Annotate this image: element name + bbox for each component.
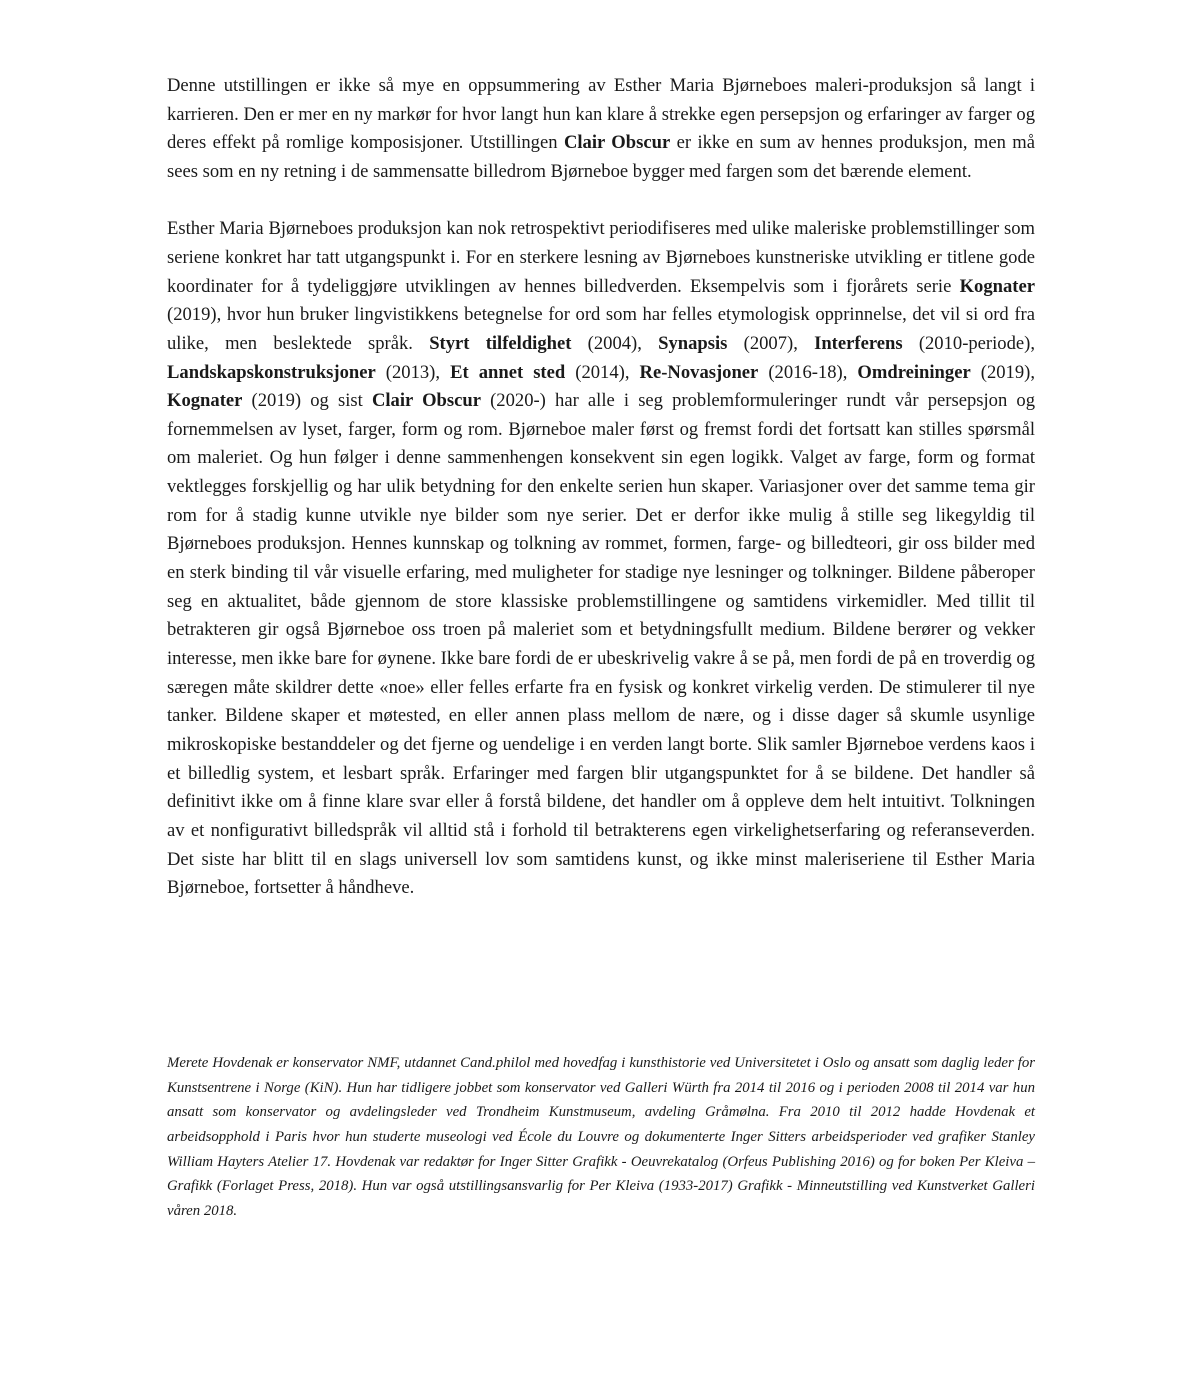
series-title: Omdreininger [857, 361, 971, 383]
paragraph-intro [167, 72, 1035, 187]
text-run: Esther Maria Bjørneboes produksjon kan nok retrospektivt periodifiseres med ulike maleriske problemstillinger som seriene konkret har tatt utgangspunkt i. For en sterkere lesning av Bjørneboes kunstneriske utvikling er titlene gode koordinater for å tydeliggjøre utviklingen av hennes billedverden. Eksempelvis som i fjorårets serie [167, 218, 1035, 297]
text-run: (2014), [565, 361, 640, 383]
author-bio: Merete Hovdenak er konservator NMF, utdannet Cand.philol med hovedfag i kunsthistorie ved Universitetet i Oslo og ansatt som daglig leder for Kunstsentrene i Norge (KiN). Hun har tidligere jobbet som konservator ved Galleri Würth fra 2014 til 2016 og i perioden 2008 til 2014 var hun ansatt som konservator og avdelingsleder ved Trondheim Kunstmuseum, avdeling Gråmølna. Fra 2010 til 2012 hadde Hovdenak et arbeidsopphold i Paris hvor hun studerte museologi ved École du Louvre og dokumenterte Inger Sitters arbeidsperioder ved grafiker Stanley William Hayters Atelier 17. Hovdenak var redaktør for Inger Sitter Grafikk - Oeuvrekatalog (Orfeus Publishing 2016) og for boken Per Kleiva – Grafikk (Forlaget Press, 2018). Hun var også utstillingsansvarlig for Per Kleiva (1933-2017) Grafikk - Minneutstilling ved Kunstverket Galleri våren 2018. [167, 1055, 1035, 1219]
series-title: Kognater [959, 275, 1035, 297]
series-title: Synapsis [658, 332, 728, 354]
text-run: (2019), [970, 361, 1035, 383]
text-run: Denne utstillingen er ikke så mye en oppsummering av Esther Maria Bjørneboes maleri-produksjon så langt i karrieren. Den er mer en ny markør for hvor langt hun kan klare å strekke egen persepsjon og erfaringer av farger og deres effekt på romlige komposisjoner. Utstillingen [167, 75, 1035, 154]
series-title: Et annet sted [450, 361, 566, 383]
text-run: er ikke en sum av hennes produksjon, men må sees som en ny retning i de sammensatte billedrom Bjørneboe bygger med fargen som det bærende element. [167, 132, 1036, 182]
text-run: (2004), [571, 332, 659, 354]
text-run: (2016-18), [758, 361, 858, 383]
text-run: (2019) og sist [242, 390, 372, 412]
text-run: (2019), hvor hun bruker lingvistikkens betegnelse for ord som har felles etymologisk opprinnelse, det vil si ord fra ulike, men beslektede språk. [167, 304, 1035, 354]
paragraph-production [167, 215, 1035, 903]
series-title: Landskapskonstruksjoner [167, 361, 376, 383]
series-title: Re-Novasjoner [639, 361, 759, 383]
series-title: Clair Obscur [563, 132, 671, 154]
text-run: (2013), [375, 361, 451, 383]
article-body [167, 72, 1035, 903]
series-title: Kognater [167, 390, 243, 412]
series-title: Clair Obscur [371, 390, 481, 412]
text-run: (2010-periode), [902, 332, 1035, 354]
series-title: Styrt tilfeldighet [429, 332, 572, 354]
series-title: Interferens [814, 332, 903, 354]
text-run: (2007), [727, 332, 815, 354]
text-run: (2020-) har alle i seg problemformuleringer rundt vår persepsjon og fornemmelsen av lyset, farger, form og rom. Bjørneboe maler først og fremst fordi det fortsatt kan stilles spørsmål om maleriet. Og hun følger i denne sammenhengen konsekvent sin egen logikk. Valget av farge, form og format vektlegges forskjellig og har ulik betydning for den enkelte serien hun skaper. Variasjoner over det samme tema gir rom for å stadig kunne utvikle nye bilder som nye serier. Det er derfor ikke mulig å stille seg likegyldig til Bjørneboes produksjon. Hennes kunnskap og tolkning av rommet, formen, farge- og billedteori, gir oss bilder med en sterk binding til vår visuelle erfaring, med muligheter for stadige nye lesninger og tolkninger. Bildene påberoper seg en aktualitet, både gjennom de store klassiske problemstillingene og samtidens virkemidler. Med tillit til betrakteren gir også Bjørneboe oss troen på maleriet som et betydningsfullt medium. Bildene berører og vekker interesse, men ikke bare for øynene. Ikke bare fordi de er ubeskrivelig vakre å se på, men fordi de på en troverdig og særegen måte skildrer dette «noe» eller felles erfarte fra en fysisk og konkret virkelig verden. De stimulerer til nye tanker. Bildene skaper et møtested, en eller annen plass mellom de nære, og i disse dager så skumle usynlige mikroskopiske bestanddeler og det fjerne og uendelige i en verden langt borte. Slik samler Bjørneboe verdens kaos i et billedlig system, et lesbart språk. Erfaringer med fargen blir utgangspunktet for å se bildene. Det handler så definitivt ikke om å finne klare svar eller å forstå bildene, det handler om å oppleve dem helt intuitivt. Tolkningen av et nonfigurativt billedspråk vil alltid stå i forhold til betrakterens egen virkelighetserfaring og referanseverden. Det siste har blitt til en slags universell lov som samtidens kunst, og ikke minst maleriseriene til Esther Maria Bjørneboe, fortsetter å håndheve. [167, 390, 1036, 899]
